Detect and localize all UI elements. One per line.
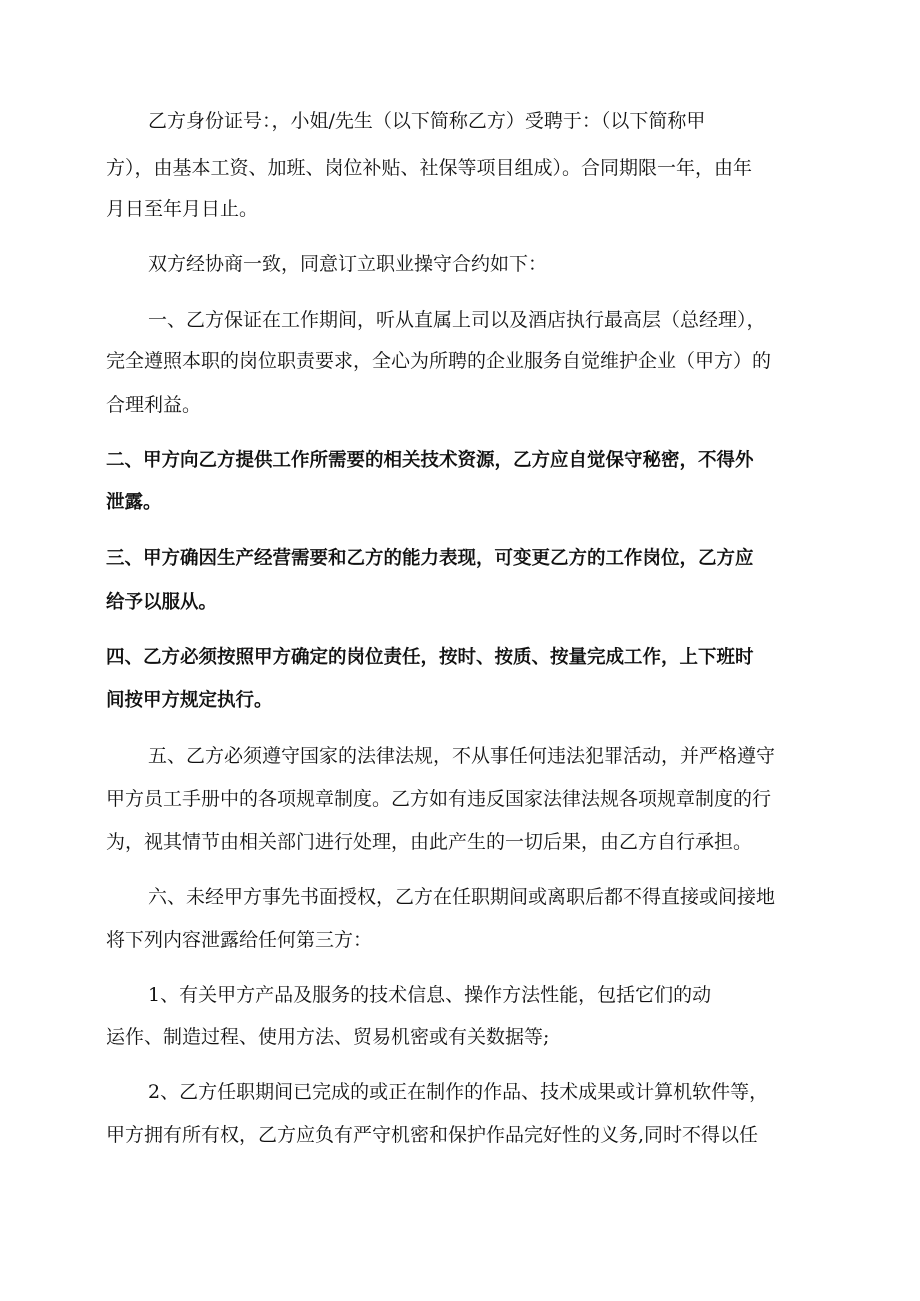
clause-5-line-1: 五、乙方必须遵守国家的法律法规，不从事任何违法犯罪活动，并严格遵守 bbox=[148, 745, 776, 767]
item-1-line-2: 运作、制造过程、使用方法、贸易机密或有关数据等; bbox=[106, 1026, 550, 1048]
clause-5-line-2: 甲方员工手册中的各项规章制度。乙方如有违反国家法律法规各项规章制度的行 bbox=[106, 788, 772, 810]
clause-6-line-1: 六、未经甲方事先书面授权，乙方在任职期间或离职后都不得直接或间接地 bbox=[148, 886, 776, 908]
clause-1-line-3: 合理利益。 bbox=[106, 394, 202, 416]
clause-1-line-2: 完全遵照本职的岗位职责要求，全心为所聘的企业服务自觉维护企业（甲方）的 bbox=[106, 350, 772, 372]
intro-line-2: 方），由基本工资、加班、岗位补贴、社保等项目组成）。合同期限一年，由年 bbox=[106, 157, 753, 179]
agreement-intro: 双方经协商一致，同意订立职业操守合约如下： bbox=[148, 253, 548, 275]
clause-5-line-3: 为，视其情节由相关部门进行处理，由此产生的一切后果，由乙方自行承担。 bbox=[106, 831, 753, 853]
clause-4-line-1: 四、乙方必须按照甲方确定的岗位责任，按时、按质、按量完成工作，上下班时 bbox=[106, 647, 754, 668]
clause-3-line-1: 三、甲方确因生产经营需要和乙方的能力表现，可变更乙方的工作岗位，乙方应 bbox=[106, 548, 754, 569]
intro-line-3: 月日至年月日止。 bbox=[106, 198, 259, 220]
item-2-line-2: 甲方拥有所有权，乙方应负有严守机密和保护作品完好性的义务,同时不得以任 bbox=[106, 1124, 759, 1146]
item-2-line-1: 2、乙方任职期间已完成的或正在制作的作品、技术成果或计算机软件等， bbox=[148, 1081, 769, 1103]
clause-2-line-1: 二、甲方向乙方提供工作所需要的相关技术资源，乙方应自觉保守秘密，不得外 bbox=[106, 450, 754, 471]
item-1-line-1: 1、有关甲方产品及服务的技术信息、操作方法性能，包括它们的动 bbox=[148, 984, 712, 1006]
clause-2-line-2: 泄露。 bbox=[106, 492, 162, 513]
clause-4-line-2: 间按甲方规定执行。 bbox=[106, 690, 273, 711]
clause-3-line-2: 给予以服从。 bbox=[106, 592, 218, 613]
clause-6-line-2: 将下列内容泄露给任何第三方： bbox=[106, 929, 373, 951]
intro-line-1: 乙方身份证号：，小姐/先生（以下简称乙方）受聘于：（以下简称甲 bbox=[148, 110, 706, 132]
clause-1-line-1: 一、乙方保证在工作期间，听从直属上司以及酒店执行最高层（总经理）， bbox=[148, 309, 766, 331]
